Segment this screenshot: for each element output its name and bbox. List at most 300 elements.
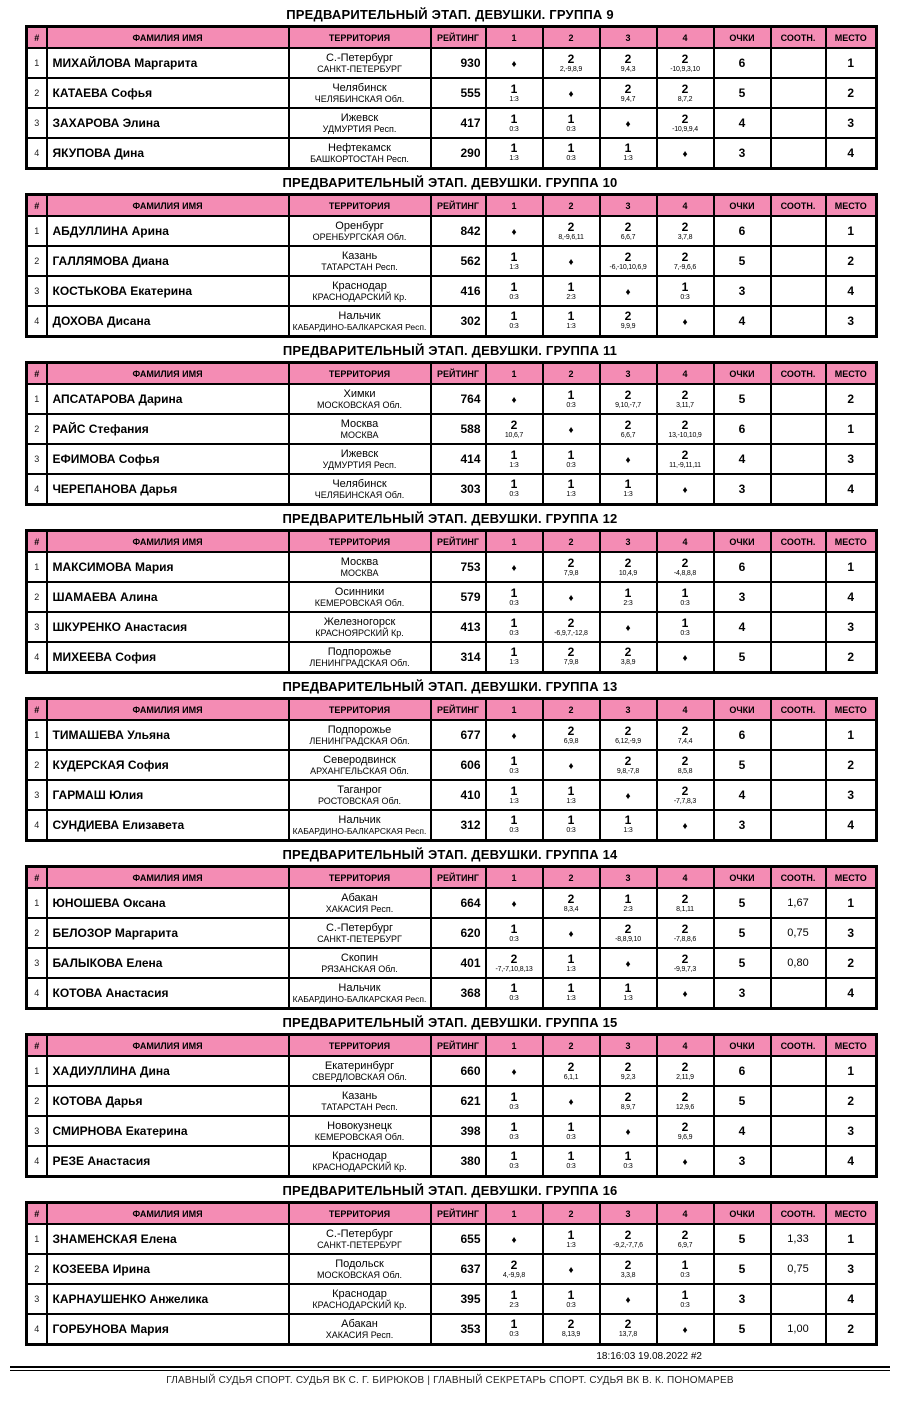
col-header-name: ФАМИЛИЯ ИМЯ — [47, 531, 289, 553]
territory-city: Краснодар — [332, 1288, 387, 1300]
ratio-value — [771, 1056, 826, 1086]
ratio-value — [771, 642, 826, 672]
col-header-ratio: СООТН. — [771, 1203, 826, 1225]
col-header-ratio: СООТН. — [771, 699, 826, 721]
place-value: 1 — [826, 552, 877, 582]
match-result-cell — [543, 642, 600, 672]
col-header-territory: ТЕРРИТОРИЯ — [289, 363, 431, 385]
row-number: 4 — [27, 1146, 47, 1176]
match-result-cell — [600, 888, 657, 918]
table-row — [27, 582, 877, 612]
group-title: ПРЕДВАРИТЕЛЬНЫЙ ЭТАП. ДЕВУШКИ. ГРУППА 10 — [282, 175, 618, 190]
match-result-cell — [486, 216, 543, 246]
result-score: 1 — [567, 1287, 575, 1302]
result-score: 1 — [567, 111, 575, 126]
territory-cell — [289, 978, 431, 1008]
result-score: 1 — [567, 951, 575, 966]
territory-cell — [289, 582, 431, 612]
result-detail: 0:3 — [509, 599, 519, 607]
table-row — [27, 720, 877, 750]
result-detail: 0:3 — [680, 1301, 690, 1309]
territory-city: Москва — [340, 556, 379, 568]
result-detail: -8,8,9,10 — [615, 935, 641, 943]
points-value: 6 — [714, 216, 771, 246]
result-score: 1 — [681, 1257, 689, 1272]
player-name: ГАРМАШ Юлия — [47, 780, 289, 810]
diamond-icon: ♦ — [511, 899, 517, 910]
result-detail: 7,-9,6,6 — [673, 263, 697, 271]
col-header-r3: 3 — [600, 1035, 657, 1057]
result-score: 1 — [624, 1149, 632, 1164]
territory-region: КАБАРДИНО-БАЛКАРСКАЯ Респ. — [292, 993, 427, 1004]
territory-region: ЧЕЛЯБИНСКАЯ Обл. — [314, 94, 405, 104]
territory-region: МОСКВА — [340, 568, 379, 578]
territory-city: Ижевск — [340, 112, 379, 124]
territory-city: Нальчик — [338, 981, 381, 994]
match-result-cell — [486, 1224, 543, 1254]
match-result-cell — [486, 948, 543, 978]
territory-cell — [289, 108, 431, 138]
result-score: 2 — [624, 1227, 632, 1242]
place-value: 2 — [826, 1314, 877, 1344]
result-detail: 0:3 — [566, 1301, 576, 1309]
match-result-cell — [600, 48, 657, 78]
territory-region: ЛЕНИНГРАДСКАЯ Обл. — [309, 736, 410, 746]
row-number: 3 — [27, 276, 47, 306]
table-row — [27, 1254, 877, 1284]
ratio-value — [771, 414, 826, 444]
col-header-ratio: СООТН. — [771, 27, 826, 49]
territory-cell — [289, 750, 431, 780]
points-value: 4 — [714, 780, 771, 810]
points-value: 3 — [714, 276, 771, 306]
result-score: 1 — [510, 1317, 518, 1332]
match-result-cell — [486, 888, 543, 918]
group-title: ПРЕДВАРИТЕЛЬНЫЙ ЭТАП. ДЕВУШКИ. ГРУППА 16 — [282, 1183, 618, 1198]
diamond-icon: ♦ — [625, 791, 631, 802]
group-block — [25, 339, 875, 507]
result-detail: 0:3 — [566, 125, 576, 133]
row-number: 4 — [27, 138, 47, 168]
territory-city: Краснодар — [332, 1149, 387, 1162]
diamond-icon: ♦ — [568, 1097, 574, 1108]
result-score: 2 — [567, 615, 575, 630]
player-name: КОТОВА Дарья — [47, 1086, 289, 1116]
territory-region: КАБАРДИНО-БАЛКАРСКАЯ Респ. — [292, 321, 427, 332]
result-detail: 6,12,-9,9 — [615, 737, 641, 745]
ratio-value — [771, 276, 826, 306]
diamond-icon: ♦ — [625, 1295, 631, 1306]
territory-region: ЛЕНИНГРАДСКАЯ Обл. — [309, 657, 410, 668]
rating-value: 413 — [431, 612, 486, 642]
result-score: 1 — [681, 615, 689, 630]
match-result-cell — [657, 384, 714, 414]
result-score: 1 — [510, 921, 518, 936]
match-result-cell — [600, 810, 657, 840]
table-row — [27, 642, 877, 672]
result-score: 1 — [681, 1287, 689, 1302]
col-header-r3: 3 — [600, 1203, 657, 1225]
row-number: 4 — [27, 474, 47, 504]
result-detail: -7,7,8,3 — [673, 797, 697, 805]
rating-value: 655 — [431, 1224, 486, 1254]
table-row — [27, 1086, 877, 1116]
group-block — [25, 507, 875, 675]
group-block — [25, 675, 875, 843]
result-detail: 11,-9,11,11 — [669, 461, 701, 469]
result-score: 1 — [624, 813, 632, 828]
territory-region: ТАТАРСТАН Респ. — [321, 1102, 398, 1112]
player-name: КОТОВА Анастасия — [47, 978, 289, 1008]
match-result-cell — [486, 1086, 543, 1116]
col-header-name: ФАМИЛИЯ ИМЯ — [47, 27, 289, 49]
result-score: 2 — [567, 891, 575, 906]
match-result-cell — [543, 276, 600, 306]
result-detail: 0:3 — [680, 1271, 690, 1279]
result-detail: 0:3 — [509, 995, 519, 1003]
result-detail: 0:3 — [680, 293, 690, 301]
match-result-cell — [486, 1284, 543, 1314]
result-detail: 1:3 — [509, 461, 519, 469]
match-result-cell — [486, 582, 543, 612]
points-value: 5 — [714, 384, 771, 414]
result-score: 2 — [567, 219, 575, 234]
ratio-value — [771, 720, 826, 750]
row-number: 3 — [27, 108, 47, 138]
territory-city: Новокузнецк — [327, 1120, 392, 1132]
match-result-cell — [543, 918, 600, 948]
col-header-points: ОЧКИ — [714, 531, 771, 553]
result-detail: -10,9,9,4 — [672, 125, 698, 133]
points-value: 5 — [714, 888, 771, 918]
result-score: 2 — [681, 921, 689, 936]
place-value: 2 — [826, 384, 877, 414]
result-detail: 9,6,9 — [677, 1133, 693, 1141]
player-name: КАТАЕВА Софья — [47, 78, 289, 108]
match-result-cell — [543, 780, 600, 810]
result-score: 2 — [681, 1089, 689, 1104]
col-header-r1: 1 — [486, 867, 543, 889]
result-detail: 2:3 — [623, 599, 633, 607]
place-value: 1 — [826, 1224, 877, 1254]
match-result-cell — [657, 1056, 714, 1086]
match-result-cell — [486, 780, 543, 810]
territory-cell — [289, 1284, 431, 1314]
result-score: 2 — [624, 81, 632, 96]
col-header-name: ФАМИЛИЯ ИМЯ — [47, 195, 289, 217]
group-title: ПРЕДВАРИТЕЛЬНЫЙ ЭТАП. ДЕВУШКИ. ГРУППА 15 — [282, 1015, 618, 1030]
col-header-place: МЕСТО — [826, 699, 877, 721]
points-value: 6 — [714, 1056, 771, 1086]
rating-value: 312 — [431, 810, 486, 840]
col-header-r3: 3 — [600, 867, 657, 889]
ratio-value — [771, 780, 826, 810]
points-value: 5 — [714, 642, 771, 672]
ratio-value — [771, 750, 826, 780]
result-detail: -9,2,-7,7,6 — [613, 1241, 643, 1249]
points-value: 4 — [714, 444, 771, 474]
territory-region: ТАТАРСТАН Респ. — [321, 262, 398, 272]
territory-city: Ижевск — [340, 448, 379, 460]
territory-cell — [289, 642, 431, 672]
match-result-cell — [543, 582, 600, 612]
result-detail: 4,-9,9,8 — [502, 1271, 526, 1279]
diamond-icon: ♦ — [682, 316, 688, 328]
row-number: 1 — [27, 888, 47, 918]
match-result-cell — [486, 474, 543, 504]
table-row — [27, 1224, 877, 1254]
place-value: 3 — [826, 780, 877, 810]
territory-region: РОСТОВСКАЯ Обл. — [317, 796, 402, 806]
match-result-cell — [600, 1224, 657, 1254]
territory-cell — [289, 918, 431, 948]
result-score: 1 — [567, 981, 575, 996]
group-title: ПРЕДВАРИТЕЛЬНЫЙ ЭТАП. ДЕВУШКИ. ГРУППА 11 — [282, 343, 618, 358]
result-detail: 6,1,1 — [563, 1073, 579, 1081]
points-value: 5 — [714, 1086, 771, 1116]
territory-city: Москва — [340, 418, 379, 430]
territory-city: Подпорожье — [327, 724, 392, 736]
col-header-ratio: СООТН. — [771, 531, 826, 553]
row-number: 3 — [27, 1116, 47, 1146]
result-detail: 0:3 — [509, 323, 519, 331]
match-result-cell — [657, 108, 714, 138]
diamond-icon: ♦ — [682, 484, 688, 496]
result-score: 1 — [510, 279, 518, 294]
table-row — [27, 1056, 877, 1086]
result-score: 1 — [510, 585, 518, 600]
match-result-cell — [657, 978, 714, 1008]
result-detail: 2:3 — [509, 1301, 519, 1309]
match-result-cell — [543, 384, 600, 414]
result-detail: 1:3 — [509, 263, 519, 271]
header-row — [27, 363, 877, 385]
result-score: 1 — [510, 1089, 518, 1104]
points-value: 4 — [714, 612, 771, 642]
match-result-cell — [543, 108, 600, 138]
table-row — [27, 276, 877, 306]
result-detail: 6,6,7 — [620, 431, 636, 439]
points-value: 6 — [714, 720, 771, 750]
col-header-name: ФАМИЛИЯ ИМЯ — [47, 699, 289, 721]
match-result-cell — [657, 474, 714, 504]
match-result-cell — [486, 246, 543, 276]
rating-value: 302 — [431, 306, 486, 336]
col-header-place: МЕСТО — [826, 195, 877, 217]
ratio-value — [771, 552, 826, 582]
match-result-cell — [486, 642, 543, 672]
match-result-cell — [486, 1254, 543, 1284]
match-result-cell — [657, 1254, 714, 1284]
result-score: 1 — [567, 279, 575, 294]
match-result-cell — [543, 552, 600, 582]
group-title: ПРЕДВАРИТЕЛЬНЫЙ ЭТАП. ДЕВУШКИ. ГРУППА 13 — [282, 679, 618, 694]
points-value: 5 — [714, 1224, 771, 1254]
territory-cell — [289, 414, 431, 444]
col-header-territory: ТЕРРИТОРИЯ — [289, 867, 431, 889]
ratio-value: 0,75 — [771, 1254, 826, 1284]
match-result-cell — [543, 720, 600, 750]
result-score: 2 — [624, 555, 632, 570]
diamond-icon: ♦ — [511, 1067, 517, 1078]
col-header-r2: 2 — [543, 699, 600, 721]
match-result-cell — [486, 918, 543, 948]
match-result-cell — [600, 474, 657, 504]
table-row — [27, 108, 877, 138]
match-result-cell — [657, 216, 714, 246]
rating-value: 417 — [431, 108, 486, 138]
territory-region: КРАСНОДАРСКИЙ Кр. — [312, 1300, 407, 1310]
match-result-cell — [657, 552, 714, 582]
col-header-num: # — [27, 195, 47, 217]
col-header-name: ФАМИЛИЯ ИМЯ — [47, 867, 289, 889]
result-detail: 9,2,3 — [620, 1073, 636, 1081]
result-detail: 1:3 — [509, 797, 519, 805]
rating-value: 579 — [431, 582, 486, 612]
territory-region: САНКТ-ПЕТЕРБУРГ — [317, 64, 402, 74]
diamond-icon: ♦ — [511, 395, 517, 406]
group-title: ПРЕДВАРИТЕЛЬНЫЙ ЭТАП. ДЕВУШКИ. ГРУППА 14 — [282, 847, 618, 862]
match-result-cell — [657, 1146, 714, 1176]
row-number: 3 — [27, 948, 47, 978]
place-value: 4 — [826, 810, 877, 840]
player-name: ЗАХАРОВА Элина — [47, 108, 289, 138]
result-score: 2 — [624, 1059, 632, 1074]
territory-region: МОСКОВСКАЯ Обл. — [316, 400, 403, 410]
points-value: 4 — [714, 108, 771, 138]
match-result-cell — [600, 612, 657, 642]
match-result-cell — [600, 582, 657, 612]
col-header-rating: РЕЙТИНГ — [431, 531, 486, 553]
diamond-icon: ♦ — [568, 761, 574, 772]
result-detail: 0:3 — [509, 1163, 519, 1171]
ratio-value — [771, 612, 826, 642]
result-detail: 0:3 — [509, 767, 519, 775]
territory-city: Подольск — [335, 1258, 384, 1270]
result-detail: 1:3 — [623, 827, 633, 835]
col-header-r2: 2 — [543, 1203, 600, 1225]
match-result-cell — [486, 306, 543, 336]
result-score: 1 — [681, 585, 689, 600]
match-result-cell — [600, 414, 657, 444]
col-header-territory: ТЕРРИТОРИЯ — [289, 27, 431, 49]
col-header-rating: РЕЙТИНГ — [431, 363, 486, 385]
place-value: 2 — [826, 246, 877, 276]
result-detail: 2,11,9 — [676, 1073, 694, 1081]
territory-city: Осинники — [334, 586, 385, 598]
rating-value: 416 — [431, 276, 486, 306]
result-detail: 0:3 — [566, 401, 576, 409]
place-value: 3 — [826, 306, 877, 336]
rating-value: 395 — [431, 1284, 486, 1314]
territory-cell — [289, 1116, 431, 1146]
player-name: КАРНАУШЕНКО Анжелика — [47, 1284, 289, 1314]
player-name: ХАДИУЛЛИНА Дина — [47, 1056, 289, 1086]
result-score: 1 — [510, 783, 518, 798]
points-value: 5 — [714, 1314, 771, 1344]
match-result-cell — [600, 948, 657, 978]
col-header-r3: 3 — [600, 27, 657, 49]
player-name: ДОХОВА Дисана — [47, 306, 289, 336]
place-value: 4 — [826, 1146, 877, 1176]
diamond-icon: ♦ — [568, 593, 574, 604]
territory-city: Таганрог — [337, 784, 382, 796]
result-detail: 8,9,7 — [620, 1103, 636, 1111]
player-name: ГОРБУНОВА Мария — [47, 1314, 289, 1344]
result-detail: 13,7,8 — [618, 1331, 638, 1339]
result-detail: 0:3 — [509, 1103, 519, 1111]
diamond-icon: ♦ — [682, 1156, 688, 1168]
territory-city: С.-Петербург — [325, 52, 394, 64]
result-score: 1 — [567, 1149, 575, 1164]
match-result-cell — [543, 414, 600, 444]
col-header-points: ОЧКИ — [714, 27, 771, 49]
col-header-territory: ТЕРРИТОРИЯ — [289, 1203, 431, 1225]
col-header-place: МЕСТО — [826, 867, 877, 889]
group-block — [25, 843, 875, 1011]
group-title: ПРЕДВАРИТЕЛЬНЫЙ ЭТАП. ДЕВУШКИ. ГРУППА 12 — [282, 511, 618, 526]
result-detail: 0:3 — [509, 1133, 519, 1141]
result-detail: 3,7,8 — [677, 233, 693, 241]
result-detail: 1:3 — [623, 155, 633, 163]
match-result-cell — [657, 276, 714, 306]
result-detail: 3,11,7 — [676, 401, 694, 409]
rating-value: 753 — [431, 552, 486, 582]
row-number: 3 — [27, 780, 47, 810]
result-detail: -7,-7,10,8,13 — [495, 965, 533, 973]
result-score: 2 — [624, 1257, 632, 1272]
page-footer — [10, 1351, 890, 1386]
col-header-r2: 2 — [543, 1035, 600, 1057]
result-detail: 1:3 — [566, 965, 576, 973]
table-row — [27, 1146, 877, 1176]
result-score: 2 — [624, 219, 632, 234]
territory-city: С.-Петербург — [325, 1228, 394, 1240]
player-name: ЮНОШЕВА Оксана — [47, 888, 289, 918]
result-score: 2 — [681, 417, 689, 432]
col-header-r4: 4 — [657, 1035, 714, 1057]
player-name: КОСТЬКОВА Екатерина — [47, 276, 289, 306]
result-score: 1 — [510, 981, 518, 996]
table-row — [27, 750, 877, 780]
territory-city: Северодвинск — [323, 754, 396, 766]
territory-city: Оренбург — [335, 220, 384, 232]
match-result-cell — [657, 444, 714, 474]
points-value: 6 — [714, 48, 771, 78]
col-header-num: # — [27, 699, 47, 721]
result-score: 2 — [567, 1059, 575, 1074]
result-score: 1 — [510, 111, 518, 126]
result-detail: 7,9,8 — [563, 569, 579, 577]
place-value: 4 — [826, 276, 877, 306]
diamond-icon: ♦ — [511, 59, 517, 70]
territory-cell — [289, 780, 431, 810]
result-score: 2 — [624, 51, 632, 66]
result-score: 1 — [567, 309, 575, 324]
row-number: 1 — [27, 720, 47, 750]
territory-cell — [289, 138, 431, 168]
result-detail: 1:3 — [509, 95, 519, 103]
col-header-points: ОЧКИ — [714, 363, 771, 385]
results-table — [25, 361, 878, 506]
table-row — [27, 888, 877, 918]
ratio-value — [771, 582, 826, 612]
col-header-num: # — [27, 867, 47, 889]
territory-city: Нальчик — [338, 813, 381, 826]
result-score: 1 — [567, 447, 575, 462]
result-detail: 3,8,9 — [620, 659, 636, 667]
player-name: МИХАЙЛОВА Маргарита — [47, 48, 289, 78]
